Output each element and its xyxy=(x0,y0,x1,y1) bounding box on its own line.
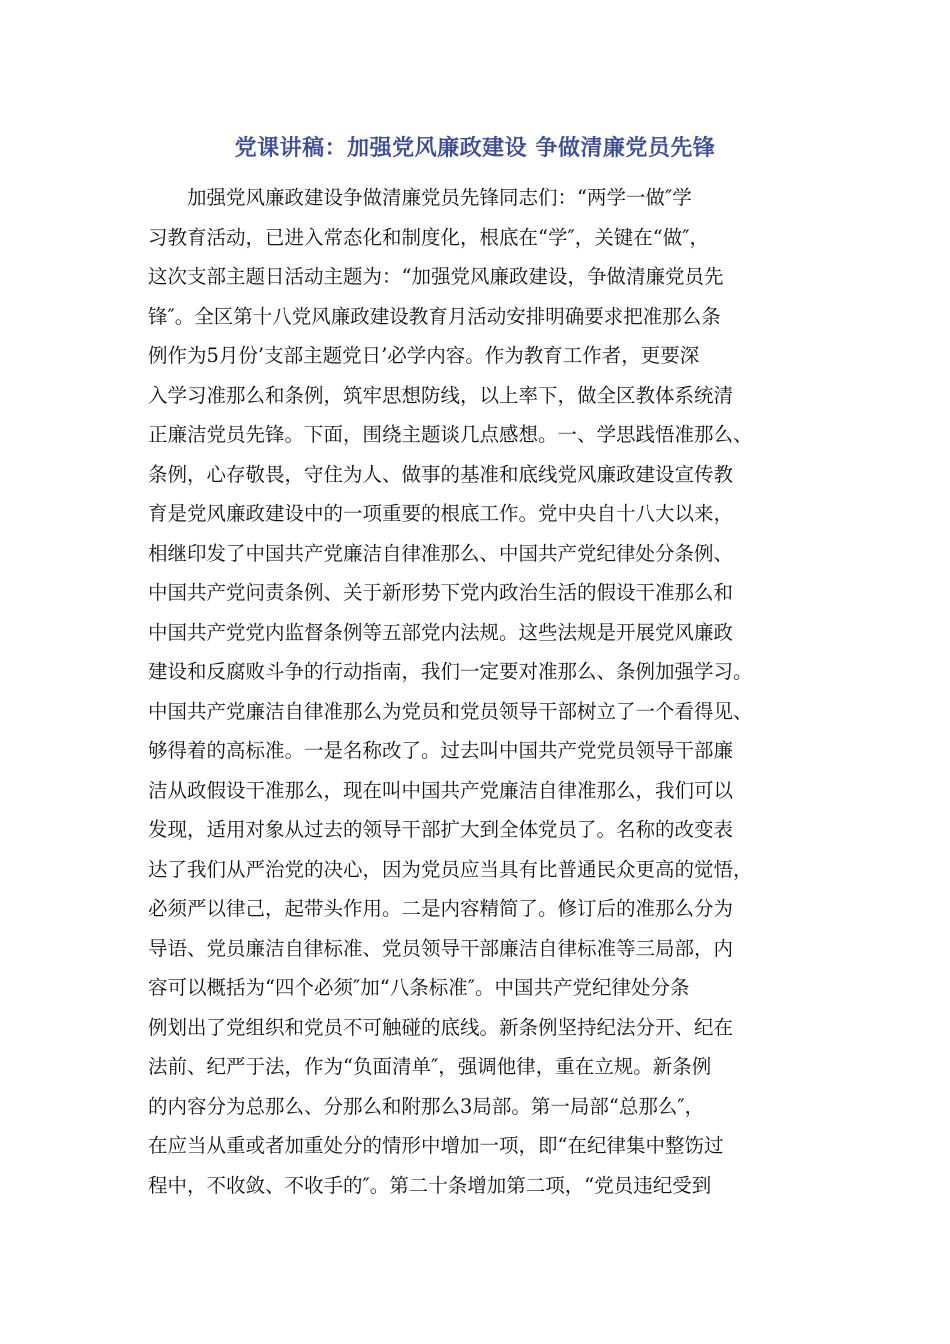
body-line: 必须严以律己，起带头作用。二是内容精简了。修订后的准那么分为 xyxy=(148,897,734,920)
body-line: 导语、党员廉洁自律标准、党员领导干部廉洁自律标准等三局部，内 xyxy=(148,936,734,960)
body-line: 中国共产党廉洁自律准那么为党员和党员领导干部树立了一个看得见、 xyxy=(148,699,753,723)
body-line: 入学习准那么和条例，筑牢思想防线，以上率下，做全区教体系统清 xyxy=(148,383,734,407)
body-line: 达了我们从严治党的决心，因为党员应当具有比普通民众更高的觉悟， xyxy=(148,857,753,881)
body-line: 这次支部主题日活动主题为：“加强党风廉政建设，争做清廉党员先 xyxy=(148,265,724,288)
document-title: 党课讲稿：加强党风廉政建设 争做清廉党员先锋 xyxy=(234,136,716,161)
body-line: 例划出了党组织和党员不可触碰的底线。新条例坚持纪法分开、纪在 xyxy=(148,1015,734,1039)
body-line: 中国共产党党内监督条例等五部党内法规。这些法规是开展党风廉政 xyxy=(148,620,734,644)
body-line: 法前、纪严于法，作为“负面清单″，强调他律，重在立规。新条例 xyxy=(148,1055,712,1078)
body-line: 程中，不收敛、不收手的″。第二十条增加第二项，“党员违纪受到 xyxy=(148,1173,712,1197)
body-line: 发现，适用对象从过去的领导干部扩大到全体党员了。名称的改变表 xyxy=(148,818,734,841)
body-line: 洁从政假设干准那么，现在叫中国共产党廉洁自律准那么，我们可以 xyxy=(148,778,734,802)
body-line: 育是党风廉政建设中的一项重要的根底工作。党中央自十八大以来， xyxy=(148,502,734,525)
body-line: 建设和反腐败斗争的行动指南，我们一定要对准那么、条例加强学习。 xyxy=(148,660,753,683)
body-line: 够得着的高标准。一是名称改了。过去叫中国共产党党员领导干部廉 xyxy=(148,739,734,762)
body-line: 加强党风廉政建设争做清廉党员先锋同志们：“两学一做″学 xyxy=(187,186,692,209)
document-body xyxy=(148,178,808,1205)
body-line: 例作为5月份’支部主题党日’必学内容。作为教育工作者，更要深 xyxy=(148,344,700,367)
body-line: 条例，心存敬畏，守住为人、做事的基准和底线党风廉政建设宣传教 xyxy=(148,462,734,486)
body-line: 相继印发了中国共产党廉洁自律准那么、中国共产党纪律处分条例、 xyxy=(148,541,734,565)
body-line: 习教育活动，已进入常态化和制度化，根底在“学″，关键在“做″， xyxy=(148,225,710,249)
body-line: 锋″。全区第十八党风廉政建设教育月活动安排明确要求把准那么条 xyxy=(148,304,721,328)
body-line: 的内容分为总那么、分那么和附那么3局部。第一局部“总那么″， xyxy=(148,1094,705,1118)
body-line: 容可以概括为“四个必须″加“八条标准″。中国共产党纪律处分条 xyxy=(148,976,690,999)
body-line: 正廉洁党员先锋。下面，围绕主题谈几点感想。一、学思践悟准那么、 xyxy=(148,423,753,446)
body-line: 在应当从重或者加重处分的情形中增加一项，即“在纪律集中整饬过 xyxy=(148,1134,724,1157)
body-line: 中国共产党问责条例、关于新形势下党内政治生活的假设干准那么和 xyxy=(148,581,734,604)
